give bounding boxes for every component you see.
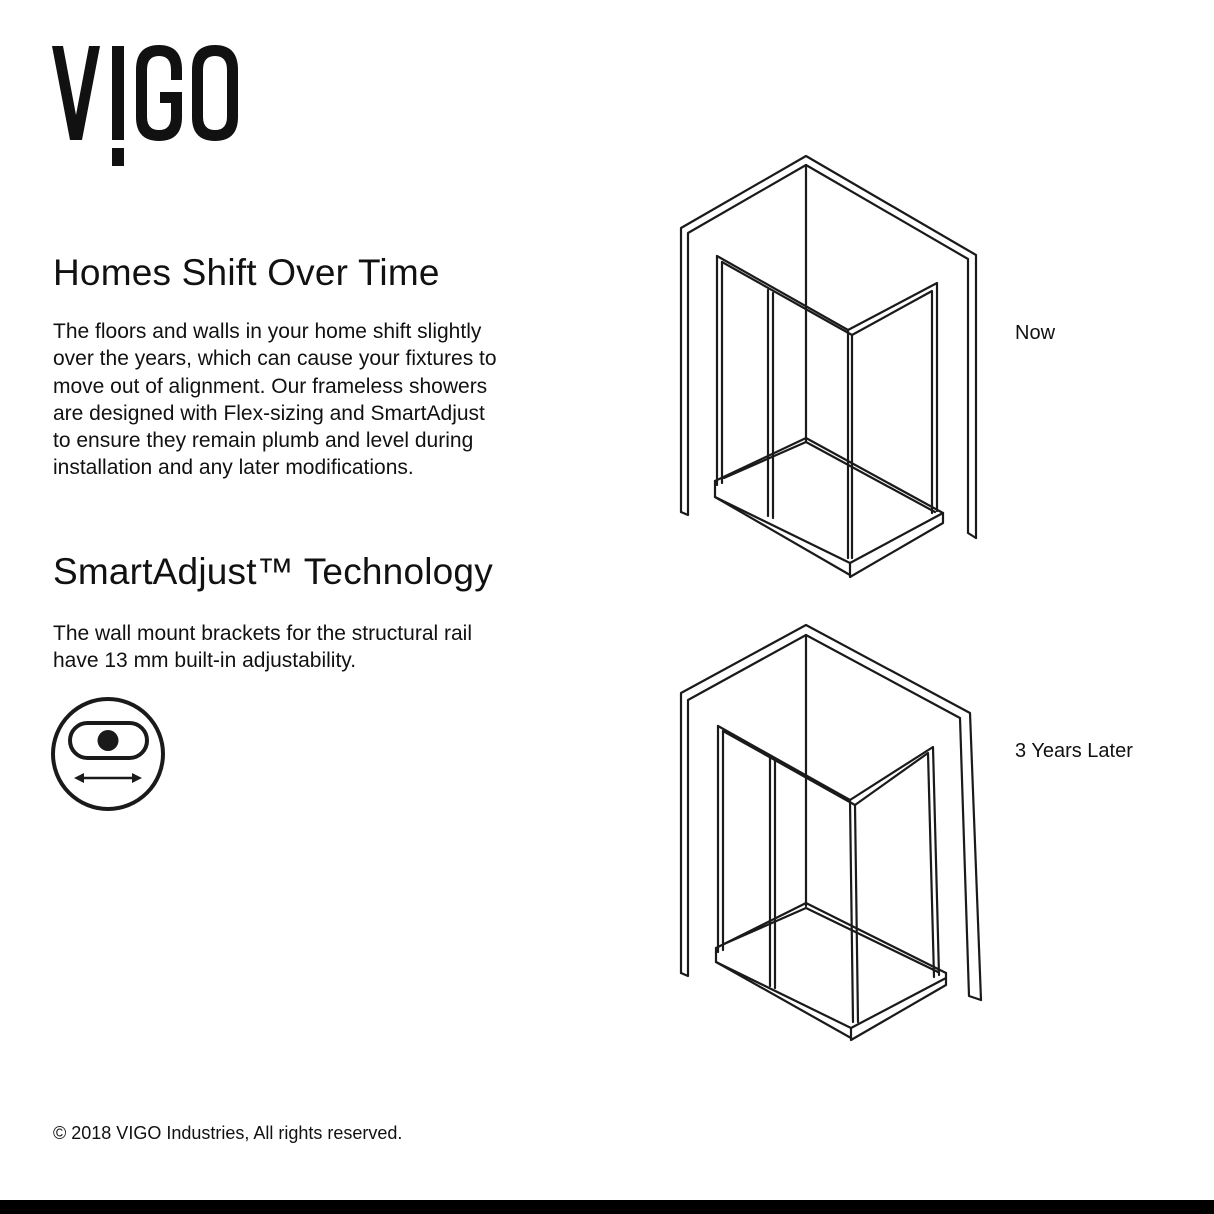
paragraph-line: over the years, which can cause your fixtures to [53, 347, 497, 371]
section-heading-smartadjust: SmartAdjust™ Technology [53, 551, 493, 592]
vigo-logo [52, 40, 242, 170]
paragraph-line: The wall mount brackets for the structural rail [53, 622, 472, 645]
copyright-notice: © 2018 VIGO Industries, All rights reserved. [53, 1123, 403, 1143]
section-paragraph-smartadjust [53, 620, 472, 675]
paragraph-line: The floors and walls in your home shift slightly [53, 320, 482, 343]
paragraph-line: have 13 mm built-in adjustability. [53, 649, 357, 673]
footer-bar [0, 1200, 1214, 1214]
adjustable-bracket-icon [50, 696, 166, 812]
diagram-caption-3-years-later: 3 Years Later [1015, 740, 1133, 762]
diagram-caption-now: Now [1015, 322, 1056, 344]
paragraph-line: move out of alignment. Our frameless showers [53, 374, 488, 398]
paragraph-line: to ensure they remain plumb and level during [53, 429, 474, 453]
section-paragraph-homes-shift [53, 318, 497, 482]
section-heading-homes-shift: Homes Shift Over Time [53, 252, 440, 293]
paragraph-line: are designed with Flex-sizing and SmartAdjust [53, 401, 485, 425]
shower-diagram-now [678, 153, 982, 578]
paragraph-line: installation and any later modifications. [53, 456, 414, 480]
shower-diagram-3-years-later [678, 622, 982, 1043]
